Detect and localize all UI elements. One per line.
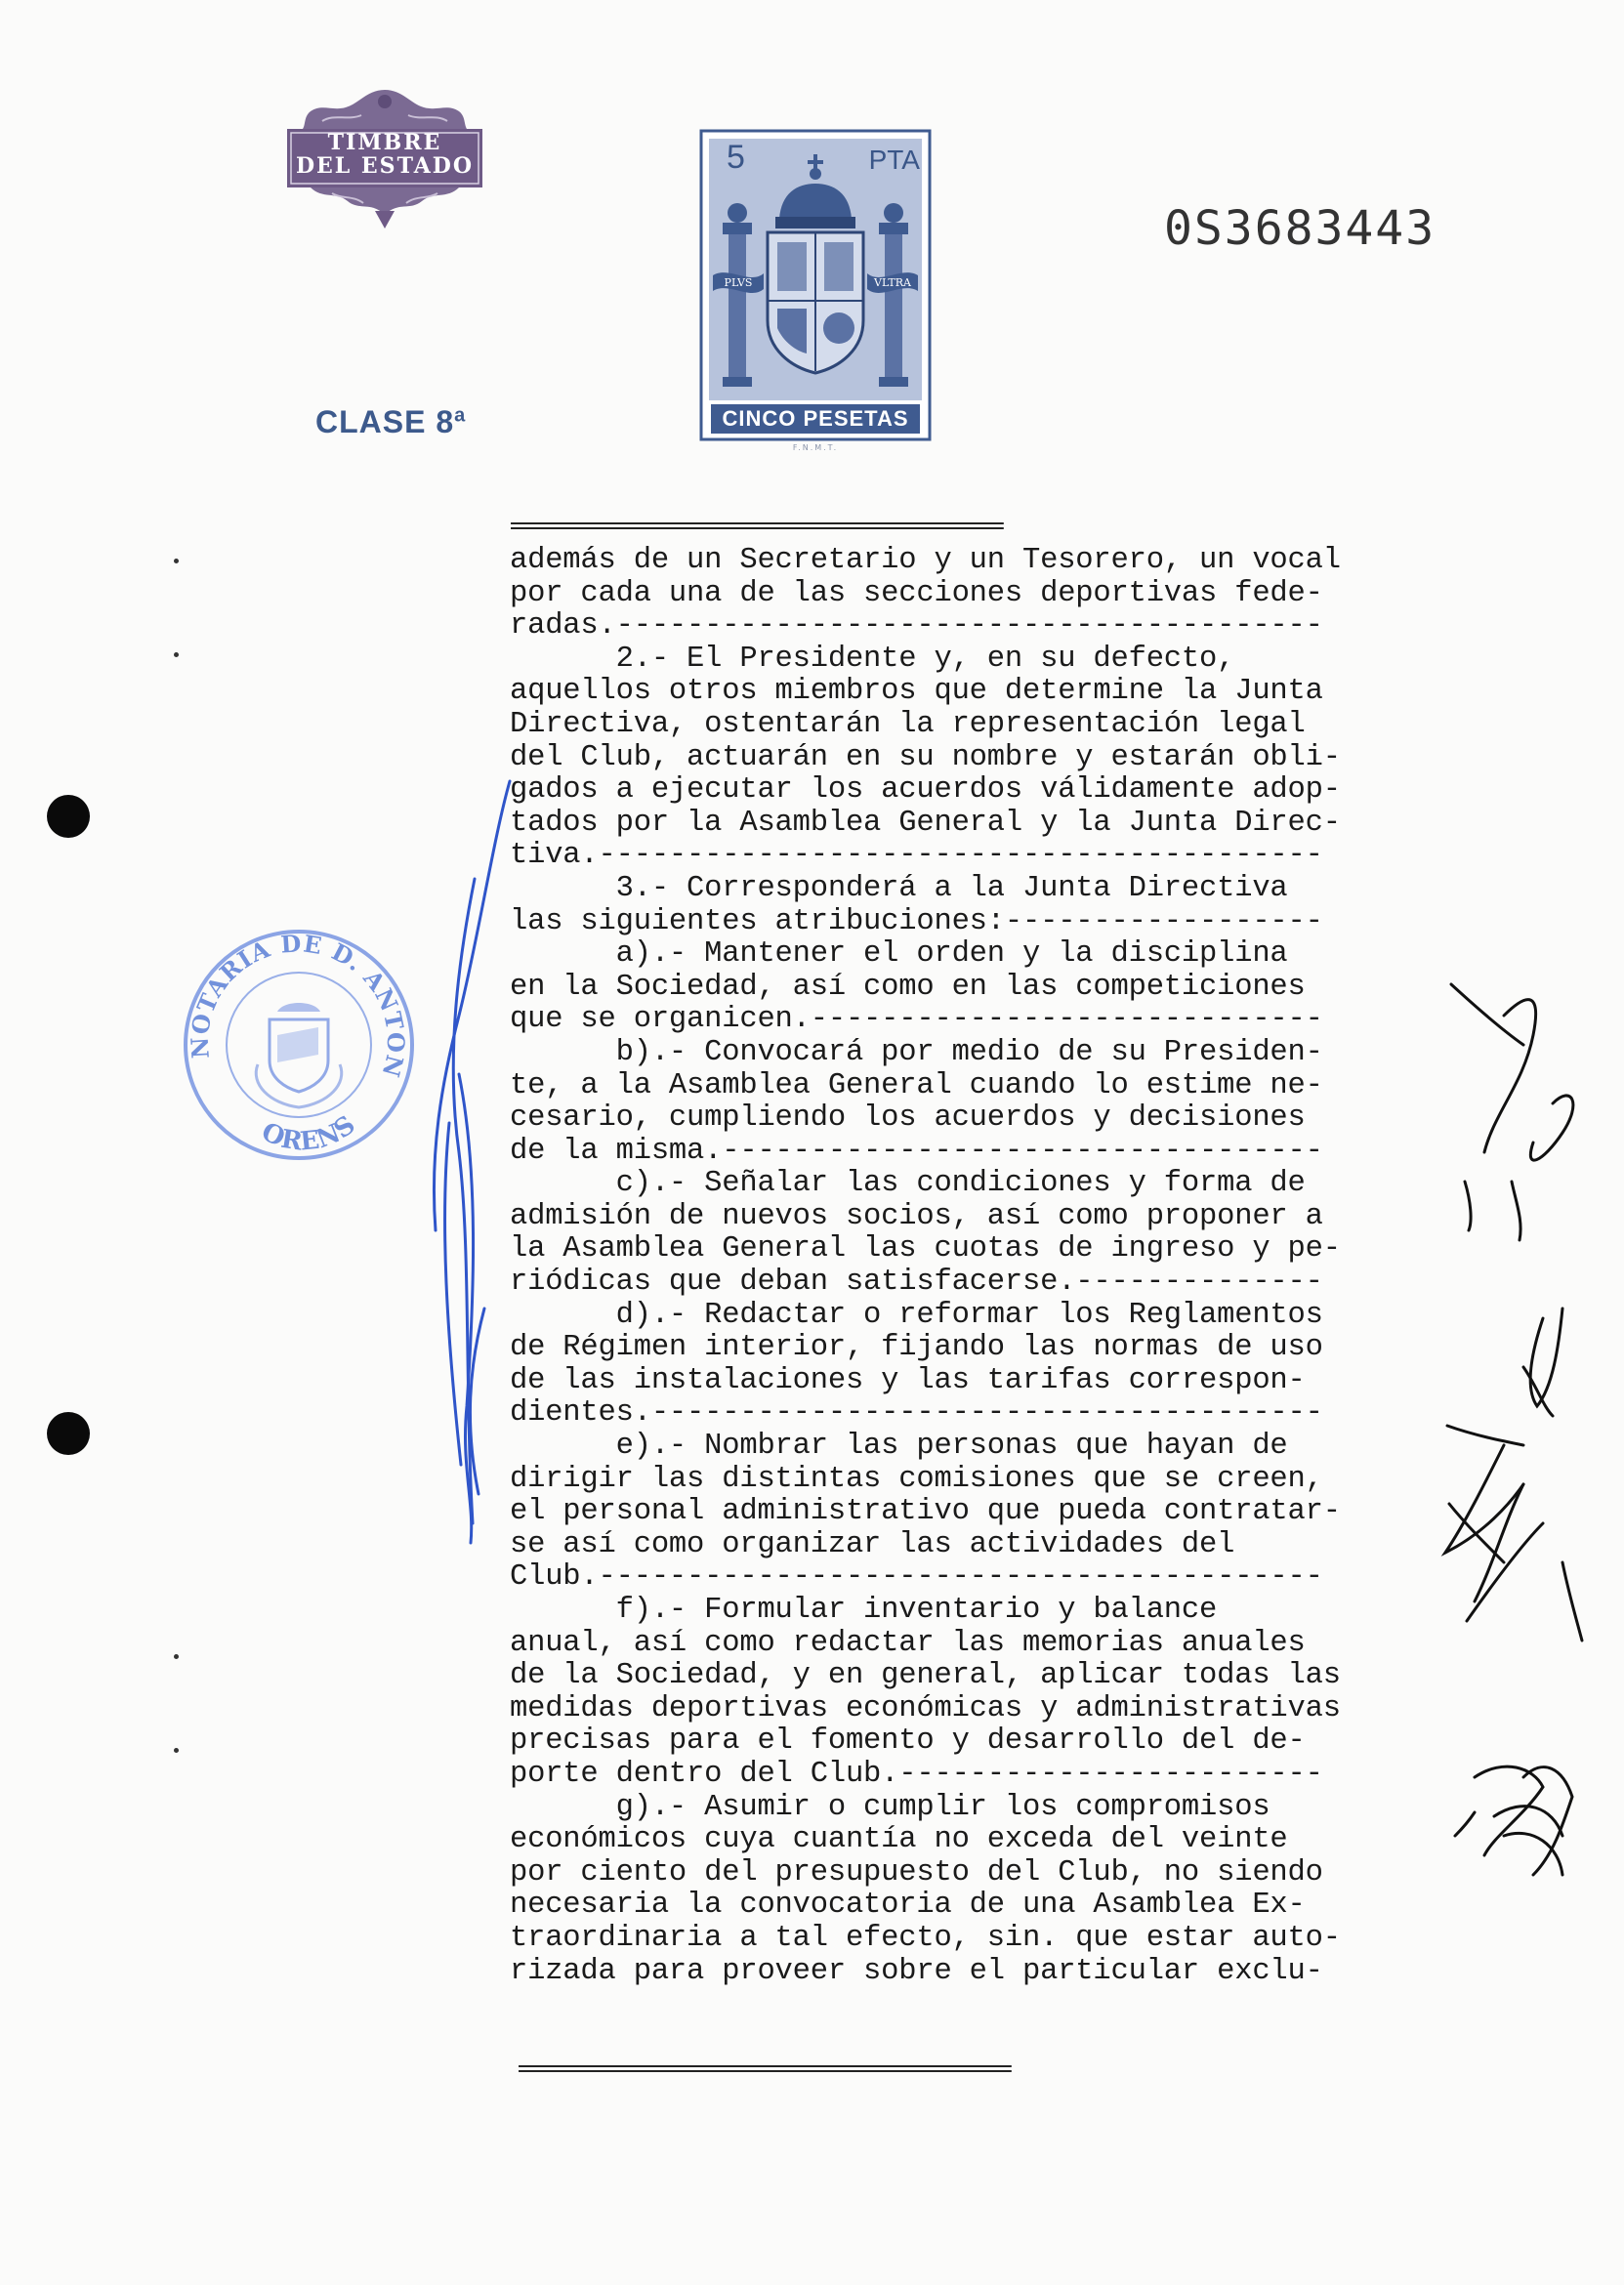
document-line: te, a la Asamblea General cuando lo estime ne- [510, 1068, 1323, 1102]
document-line: por ciento del presupuesto del Club, no siendo [510, 1855, 1323, 1890]
document-line: rizada para proveer sobre el particular exclu- [510, 1954, 1323, 1988]
document-line: necesaria la convocatoria de una Asamblea Ex- [510, 1889, 1306, 1923]
margin-mark [174, 559, 179, 563]
document-line: de la misma.---------------------------------- [510, 1134, 1323, 1168]
document-line: tados por la Asamblea General y la Junta Direc- [510, 806, 1341, 840]
document-line: traordinaria a tal efecto, sin. que estar auto- [510, 1921, 1341, 1955]
seal-text-top: NOTARIA DE D. ANTON [185, 929, 411, 1081]
document-line: f).- Formular inventario y balance [510, 1594, 1218, 1627]
bottom-rule: ================================================== [518, 2055, 1009, 2082]
document-line: dirigir las distintas comisiones que se creen, [510, 1462, 1323, 1496]
document-line: 3.- Corresponderá a la Junta Directiva [510, 871, 1288, 905]
stamp-unit: PTA [868, 145, 920, 175]
document-line: porte dentro del Club.------------------------ [510, 1757, 1323, 1791]
document-line: de Régimen interior, fijando las normas de uso [510, 1331, 1323, 1365]
notary-seal-graphic [176, 918, 422, 1174]
document-line: admisión de nuevos socios, así como proponer a [510, 1199, 1323, 1233]
stamp-footer: CINCO PESETAS [711, 404, 920, 434]
document-line: el personal administrativo que pueda contratar- [510, 1495, 1341, 1529]
document-line: tiva.----------------------------------------- [510, 839, 1323, 873]
document-line: Directiva, ostentarán la representación legal [510, 707, 1306, 741]
clase-suffix: a [454, 404, 467, 427]
margin-mark [174, 1654, 179, 1659]
document-line: económicos cuya cuantía no exceda del veinte [510, 1823, 1288, 1857]
document-line: c).- Señalar las condiciones y forma de [510, 1167, 1306, 1201]
document-line: gados a ejecutar los acuerdos válidamente adop- [510, 773, 1341, 808]
document-line: radas.---------------------------------------- [510, 609, 1323, 644]
document-line: por cada una de las secciones deportivas fede- [510, 576, 1323, 610]
document-line: de la Sociedad, y en general, aplicar todas las [510, 1659, 1341, 1693]
document-line: b).- Convocará por medio de su Presiden- [510, 1035, 1323, 1069]
document-line: e).- Nombrar las personas que hayan de [510, 1430, 1288, 1464]
clase-text: CLASE 8 [315, 404, 455, 439]
document-line: que se organicen.----------------------------- [510, 1003, 1323, 1037]
timbre-line-1: TIMBRE [327, 130, 442, 155]
timbre-line-2: DEL ESTADO [295, 153, 475, 179]
document-line: d).- Redactar o reformar los Reglamentos [510, 1298, 1323, 1332]
right-margin-signatures [1445, 984, 1582, 1875]
binding-hole [47, 795, 90, 838]
document-line: precisas para el fomento y desarrollo del de- [510, 1724, 1306, 1759]
document-line: g).- Asumir o cumplir los compromisos [510, 1790, 1270, 1824]
document-line: Club.----------------------------------------- [510, 1560, 1323, 1595]
document-line: la Asamblea General las cuotas de ingreso y pe- [510, 1232, 1341, 1267]
document-line: anual, así como redactar las memorias anuales [510, 1626, 1306, 1660]
document-line: las siguientes atribuciones:------------------ [510, 904, 1323, 938]
timbre-del-estado-emblem [283, 86, 486, 232]
serial-number: 0S3683443 [1164, 201, 1437, 256]
document-line: aquellos otros miembros que determine la Junta [510, 675, 1323, 709]
document-line: se así como organizar las actividades del [510, 1527, 1235, 1561]
document-line: además de un Secretario y un Tesorero, un vocal [510, 544, 1341, 577]
margin-mark [174, 1748, 179, 1753]
document-line: en la Sociedad, así como en las competiciones [510, 970, 1306, 1004]
seal-text-bottom: ORENS [257, 1110, 361, 1157]
stamp-mint: F.N.M.T. [792, 443, 839, 452]
timbre-label [293, 131, 477, 178]
document-line: del Club, actuarán en su nombre y estarán obli- [510, 740, 1341, 774]
notary-seal [176, 918, 422, 1174]
document-line: cesario, cumpliendo los acuerdos y decisiones [510, 1101, 1306, 1136]
stamp-value: 5 [727, 139, 745, 176]
clase-label [315, 404, 466, 440]
document-line: riódicas que deban satisfacerse.-------------- [510, 1266, 1323, 1300]
top-rule: ================================================== [510, 512, 1001, 539]
binding-hole [47, 1412, 90, 1455]
motto-right: VLTRA [874, 276, 911, 289]
document-line: medidas deportivas económicas y administrativas [510, 1691, 1341, 1725]
document-line: 2.- El Presidente y, en su defecto, [510, 642, 1235, 676]
document-body [510, 545, 1437, 1988]
motto-left: PLVS [724, 276, 753, 289]
document-line: dientes.-------------------------------------- [510, 1396, 1323, 1431]
document-line: de las instalaciones y las tarifas correspon- [510, 1363, 1306, 1397]
blue-margin-flourish [434, 781, 510, 1543]
margin-mark [174, 652, 179, 657]
revenue-stamp [699, 129, 932, 452]
document-line: a).- Mantener el orden y la disciplina [510, 937, 1288, 972]
